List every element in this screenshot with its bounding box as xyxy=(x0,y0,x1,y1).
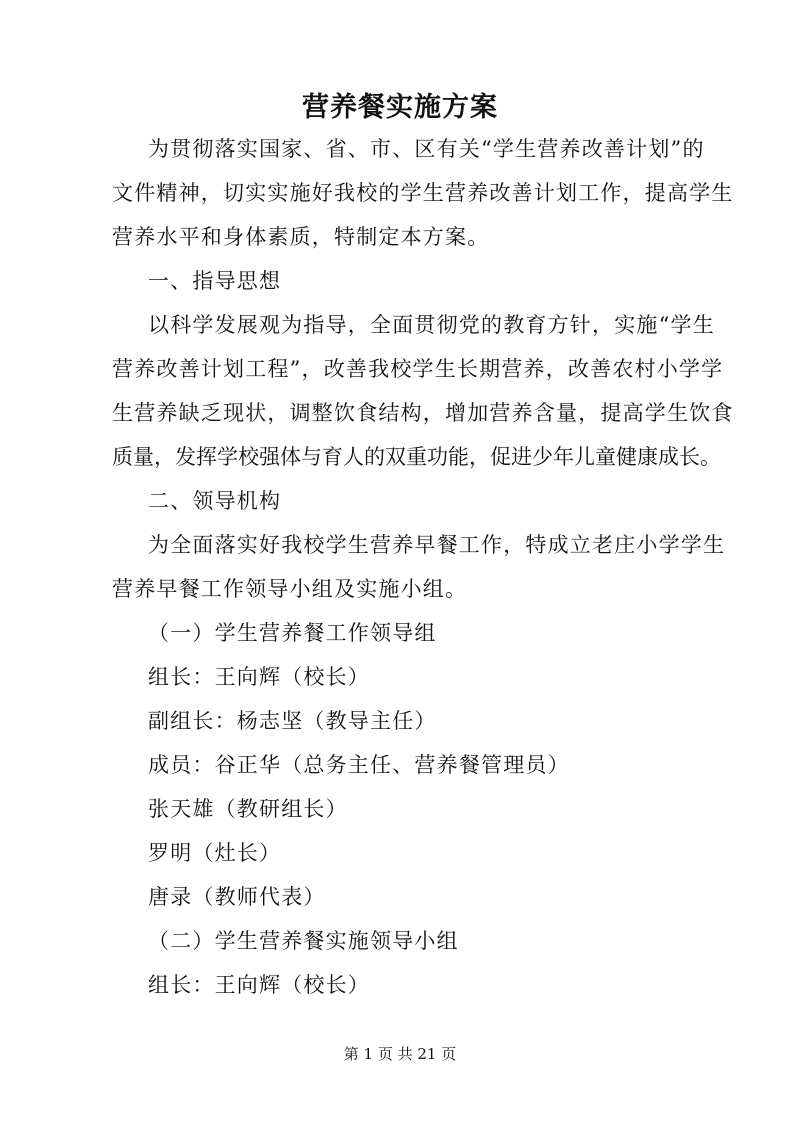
paragraph-line: 营养早餐工作领导小组及实施小组。 xyxy=(112,577,468,601)
section-heading: 二、领导机构 xyxy=(148,489,282,513)
member-line: 罗明（灶长） xyxy=(148,841,282,865)
member-line: 张天雄（教研组长） xyxy=(148,797,348,821)
paragraph-line: 以科学发展观为指导，全面贯彻党的教育方针，实施“学生 xyxy=(148,313,715,337)
paragraph-line: 文件精神，切实实施好我校的学生营养改善计划工作，提高学生 xyxy=(112,181,734,205)
paragraph-line: 质量，发挥学校强体与育人的双重功能，促进少年儿童健康成长。 xyxy=(112,445,721,469)
member-line: 组长：王向辉（校长） xyxy=(148,665,370,689)
paragraph-line: 为全面落实好我校学生营养早餐工作，特成立老庄小学学生 xyxy=(148,533,726,557)
document-title: 营养餐实施方案 xyxy=(302,92,498,123)
page-footer: 第 1 页 共 21 页 xyxy=(343,1045,457,1063)
paragraph-line: 营养改善计划工程”，改善我校学生长期营养，改善农村小学学 xyxy=(112,357,724,381)
paragraph-line: 为贯彻落实国家、省、市、区有关“学生营养改善计划”的 xyxy=(148,137,705,161)
subsection-heading: （一）学生营养餐工作领导组 xyxy=(148,621,437,645)
subsection-heading: （二）学生营养餐实施领导小组 xyxy=(148,929,459,953)
paragraph-line: 营养水平和身体素质，特制定本方案。 xyxy=(112,225,490,249)
member-line: 组长：王向辉（校长） xyxy=(148,973,370,997)
member-line: 副组长：杨志坚（教导主任） xyxy=(148,709,437,733)
member-line: 成员：谷正华（总务主任、营养餐管理员） xyxy=(148,753,570,777)
section-heading: 一、指导思想 xyxy=(148,269,282,293)
member-line: 唐录（教师代表） xyxy=(148,885,326,909)
paragraph-line: 生营养缺乏现状，调整饮食结构，增加营养含量，提高学生饮食 xyxy=(112,401,734,425)
